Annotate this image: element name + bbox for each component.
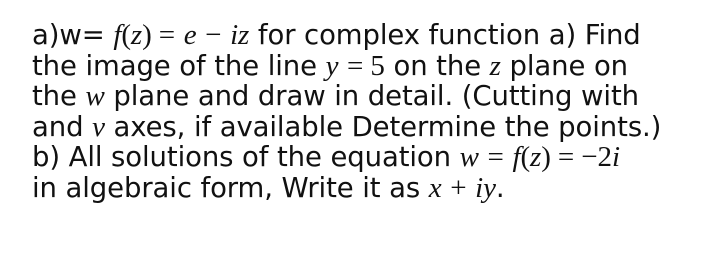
text-run: the image of the line <box>32 49 317 82</box>
math-z: z <box>530 141 542 173</box>
math-w: w <box>85 80 105 112</box>
text-run: on the <box>393 49 482 82</box>
problem-text <box>32 20 702 203</box>
text-run: for complex function a) Find <box>257 19 641 51</box>
math-z: z <box>489 49 501 82</box>
math-equals-five: = 5 <box>347 49 385 82</box>
text-run: axes, if available Determine the points.) <box>113 110 662 143</box>
problem-line-6 <box>32 173 702 204</box>
math-minus: − <box>205 19 222 51</box>
math-y: y <box>325 49 339 82</box>
text-run: . <box>495 171 505 204</box>
text-run: b) All solutions of the equation <box>32 141 451 173</box>
problem-line-4 <box>32 112 702 143</box>
text-run: the <box>32 80 77 112</box>
problem-line-3 <box>32 81 702 112</box>
problem-line-5 <box>32 142 702 173</box>
math-f: f <box>512 141 521 173</box>
math-z: z <box>130 19 143 51</box>
math-equals-neg-two: ) = −2 <box>541 141 612 173</box>
math-iy: iy <box>475 171 496 204</box>
math-e: e <box>183 19 197 51</box>
math-equals: = <box>487 141 504 173</box>
problem-line-1 <box>32 20 702 51</box>
text-run: plane on <box>509 49 629 82</box>
text-run: plane and draw in detail. (Cutting with <box>113 80 639 112</box>
math-v: v <box>92 110 105 143</box>
math-paren: ( <box>520 141 530 173</box>
math-w: w <box>459 141 479 173</box>
math-equals: ) = <box>142 19 176 51</box>
text-run: in algebraic form, Write it as <box>32 171 421 204</box>
math-plus: + <box>450 171 467 204</box>
problem-line-2 <box>32 51 702 82</box>
math-f: f <box>113 19 122 51</box>
text-run: and <box>32 110 84 143</box>
math-i: i <box>611 141 620 173</box>
text-run: a)w= <box>32 19 105 51</box>
math-x: x <box>428 171 442 204</box>
math-iz: iz <box>230 19 250 51</box>
math-paren: ( <box>121 19 131 51</box>
